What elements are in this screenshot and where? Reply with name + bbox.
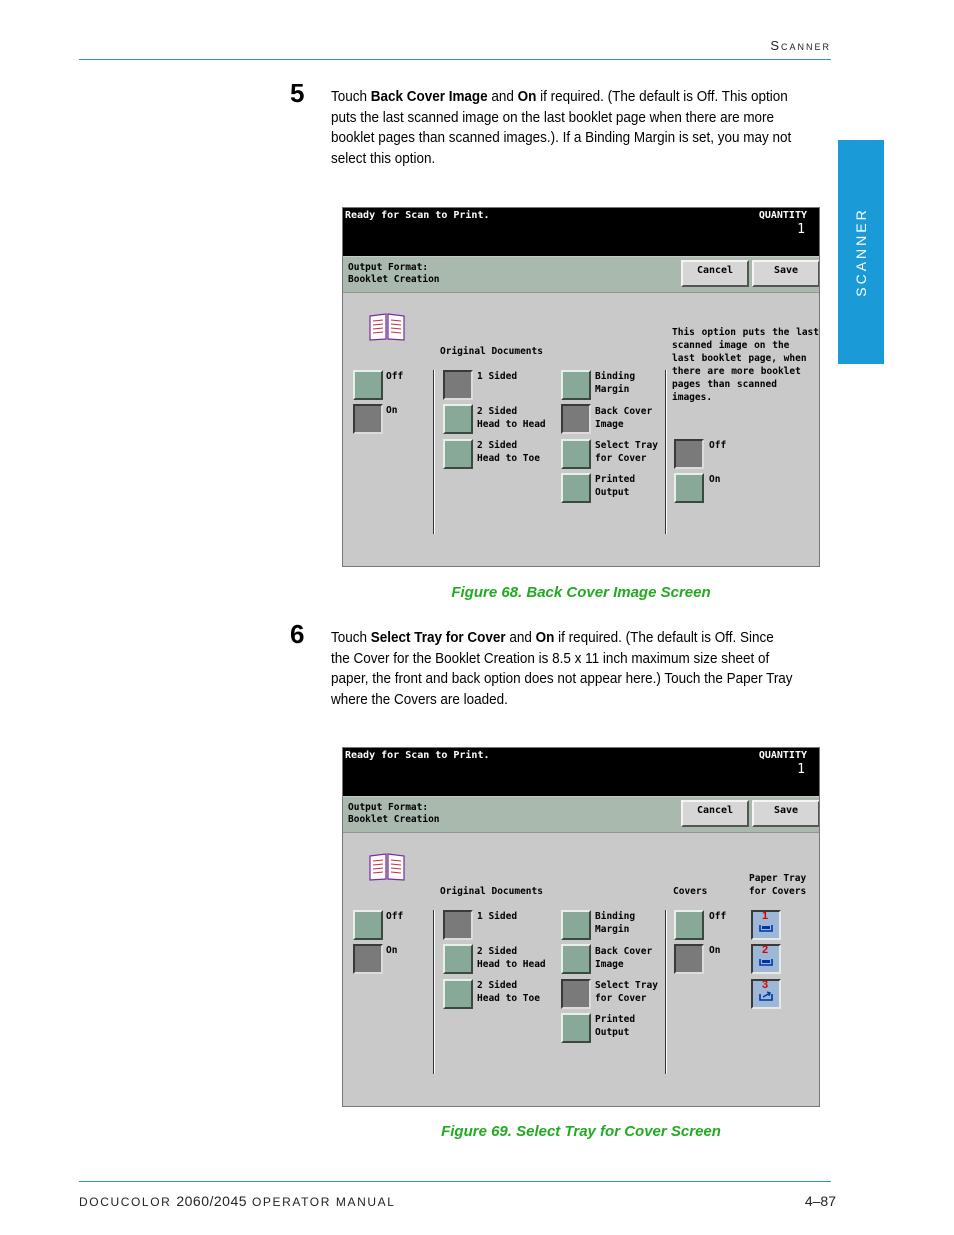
select-tray-button[interactable]: [561, 439, 591, 469]
paper-tray-3-button[interactable]: [751, 979, 781, 1009]
divider: [433, 910, 434, 1074]
figure-68-caption: Figure 68. Back Cover Image Screen: [451, 584, 711, 601]
status-bar: [343, 748, 819, 796]
page-number: 4–87: [804, 1193, 836, 1209]
quantity-label: QUANTITY: [758, 210, 807, 221]
off-label: Off: [386, 371, 404, 382]
divider: [665, 370, 666, 534]
quantity-label: QUANTITY: [758, 750, 807, 761]
tray-number: 1: [762, 910, 769, 922]
output-format-title: Output Format: Booklet Creation: [348, 262, 440, 285]
paper-tray-1-button[interactable]: [751, 910, 781, 940]
step-number-5: 5: [290, 78, 305, 108]
output-format-title: Output Format: Booklet Creation: [348, 802, 440, 825]
two-sided-head-to-toe-button[interactable]: [443, 439, 473, 469]
divider: [665, 910, 666, 1074]
back-cover-on-label: On: [709, 474, 721, 485]
manual-title: DOCUCOLOR 2060/2045 OPERATOR MANUAL: [79, 1193, 396, 1209]
back-cover-on-button[interactable]: [674, 473, 704, 503]
back-cover-image-label: Back Cover Image: [595, 406, 653, 430]
step-5-text: Touch Back Cover Image and On if required. (The default is Off. This option puts the last scanned image on the last booklet page when there are more booklet pages than scanned images.). If a Binding Margin is set, you may not select this option.: [331, 89, 792, 167]
on-button[interactable]: [353, 944, 383, 974]
figure-69-screen: [342, 747, 820, 1107]
figure-69-caption: Figure 69. Select Tray for Cover Screen: [441, 1123, 721, 1140]
title-bar: [343, 257, 819, 293]
binding-margin-button[interactable]: [561, 910, 591, 940]
booklet-icon: [368, 852, 406, 882]
original-documents-heading: Original Documents: [440, 346, 543, 357]
off-label: Off: [386, 911, 404, 922]
paper-tray-2-button[interactable]: [751, 944, 781, 974]
option-info-text: This option puts the last scanned image on the last booklet page, when there are more booklet pages than scanned images.: [672, 327, 819, 403]
on-label: On: [386, 405, 398, 416]
binding-margin-label: Binding Margin: [595, 371, 636, 395]
printed-output-button[interactable]: [561, 473, 591, 503]
one-sided-button[interactable]: [443, 370, 473, 400]
cancel-button[interactable]: Cancel: [681, 800, 749, 827]
covers-off-label: Off: [709, 911, 727, 922]
select-tray-label: Select Tray for Cover: [595, 980, 658, 1004]
printed-output-label: Printed Output: [595, 474, 636, 498]
printed-output-label: Printed Output: [595, 1014, 636, 1038]
back-cover-off-label: Off: [709, 440, 727, 451]
one-sided-label: 1 Sided: [477, 371, 518, 382]
one-sided-label: 1 Sided: [477, 911, 518, 922]
running-header: Scanner: [770, 38, 831, 53]
paper-tray-icon: [759, 922, 773, 932]
printed-output-button[interactable]: [561, 1013, 591, 1043]
status-bar: [343, 208, 819, 256]
save-button[interactable]: Save: [752, 800, 820, 827]
cancel-button[interactable]: Cancel: [681, 260, 749, 287]
back-cover-image-button[interactable]: [561, 944, 591, 974]
off-button[interactable]: [353, 370, 383, 400]
covers-heading: Covers: [673, 886, 708, 897]
tray-number: 2: [762, 944, 769, 956]
title-bar: [343, 797, 819, 833]
step-number-6: 6: [290, 619, 305, 649]
paper-tray-icon: [759, 956, 773, 966]
quantity-value: 1: [797, 222, 805, 237]
figure-68-screen: [342, 207, 820, 567]
two-sided-head-to-head-label: 2 Sided Head to Head: [477, 406, 546, 430]
one-sided-button[interactable]: [443, 910, 473, 940]
off-button[interactable]: [353, 910, 383, 940]
step-6-text: Touch Select Tray for Cover and On if required. (The default is Off. Since the Cover for the Booklet Creation is 8.5 x 11 inch maximum size sheet of paper, the front and back option does not appear here.) Touch the Paper Tray where the Covers are loaded.: [331, 630, 793, 708]
status-text: Ready for Scan to Print.: [345, 210, 490, 221]
on-label: On: [386, 945, 398, 956]
select-tray-button[interactable]: [561, 979, 591, 1009]
back-cover-image-button[interactable]: [561, 404, 591, 434]
quantity-value: 1: [797, 762, 805, 777]
section-tab: [838, 140, 884, 364]
select-tray-label: Select Tray for Cover: [595, 440, 658, 464]
on-button[interactable]: [353, 404, 383, 434]
two-sided-head-to-head-button[interactable]: [443, 404, 473, 434]
original-documents-heading: Original Documents: [440, 886, 543, 897]
divider: [433, 370, 434, 534]
footer-rule: [79, 1181, 831, 1182]
save-button[interactable]: Save: [752, 260, 820, 287]
header-rule: [79, 59, 831, 60]
two-sided-head-to-head-label: 2 Sided Head to Head: [477, 946, 546, 970]
status-text: Ready for Scan to Print.: [345, 750, 490, 761]
paper-tray-heading: Paper Tray for Covers: [749, 873, 807, 897]
high-capacity-tray-icon: [759, 991, 773, 1001]
two-sided-head-to-toe-label: 2 Sided Head to Toe: [477, 980, 540, 1004]
two-sided-head-to-toe-label: 2 Sided Head to Toe: [477, 440, 540, 464]
two-sided-head-to-head-button[interactable]: [443, 944, 473, 974]
binding-margin-label: Binding Margin: [595, 911, 636, 935]
binding-margin-button[interactable]: [561, 370, 591, 400]
covers-on-button[interactable]: [674, 944, 704, 974]
section-tab-label: SCANNER: [853, 207, 869, 297]
two-sided-head-to-toe-button[interactable]: [443, 979, 473, 1009]
covers-on-label: On: [709, 945, 721, 956]
back-cover-image-label: Back Cover Image: [595, 946, 653, 970]
booklet-icon: [368, 312, 406, 342]
tray-number: 3: [762, 979, 769, 991]
back-cover-off-button[interactable]: [674, 439, 704, 469]
covers-off-button[interactable]: [674, 910, 704, 940]
